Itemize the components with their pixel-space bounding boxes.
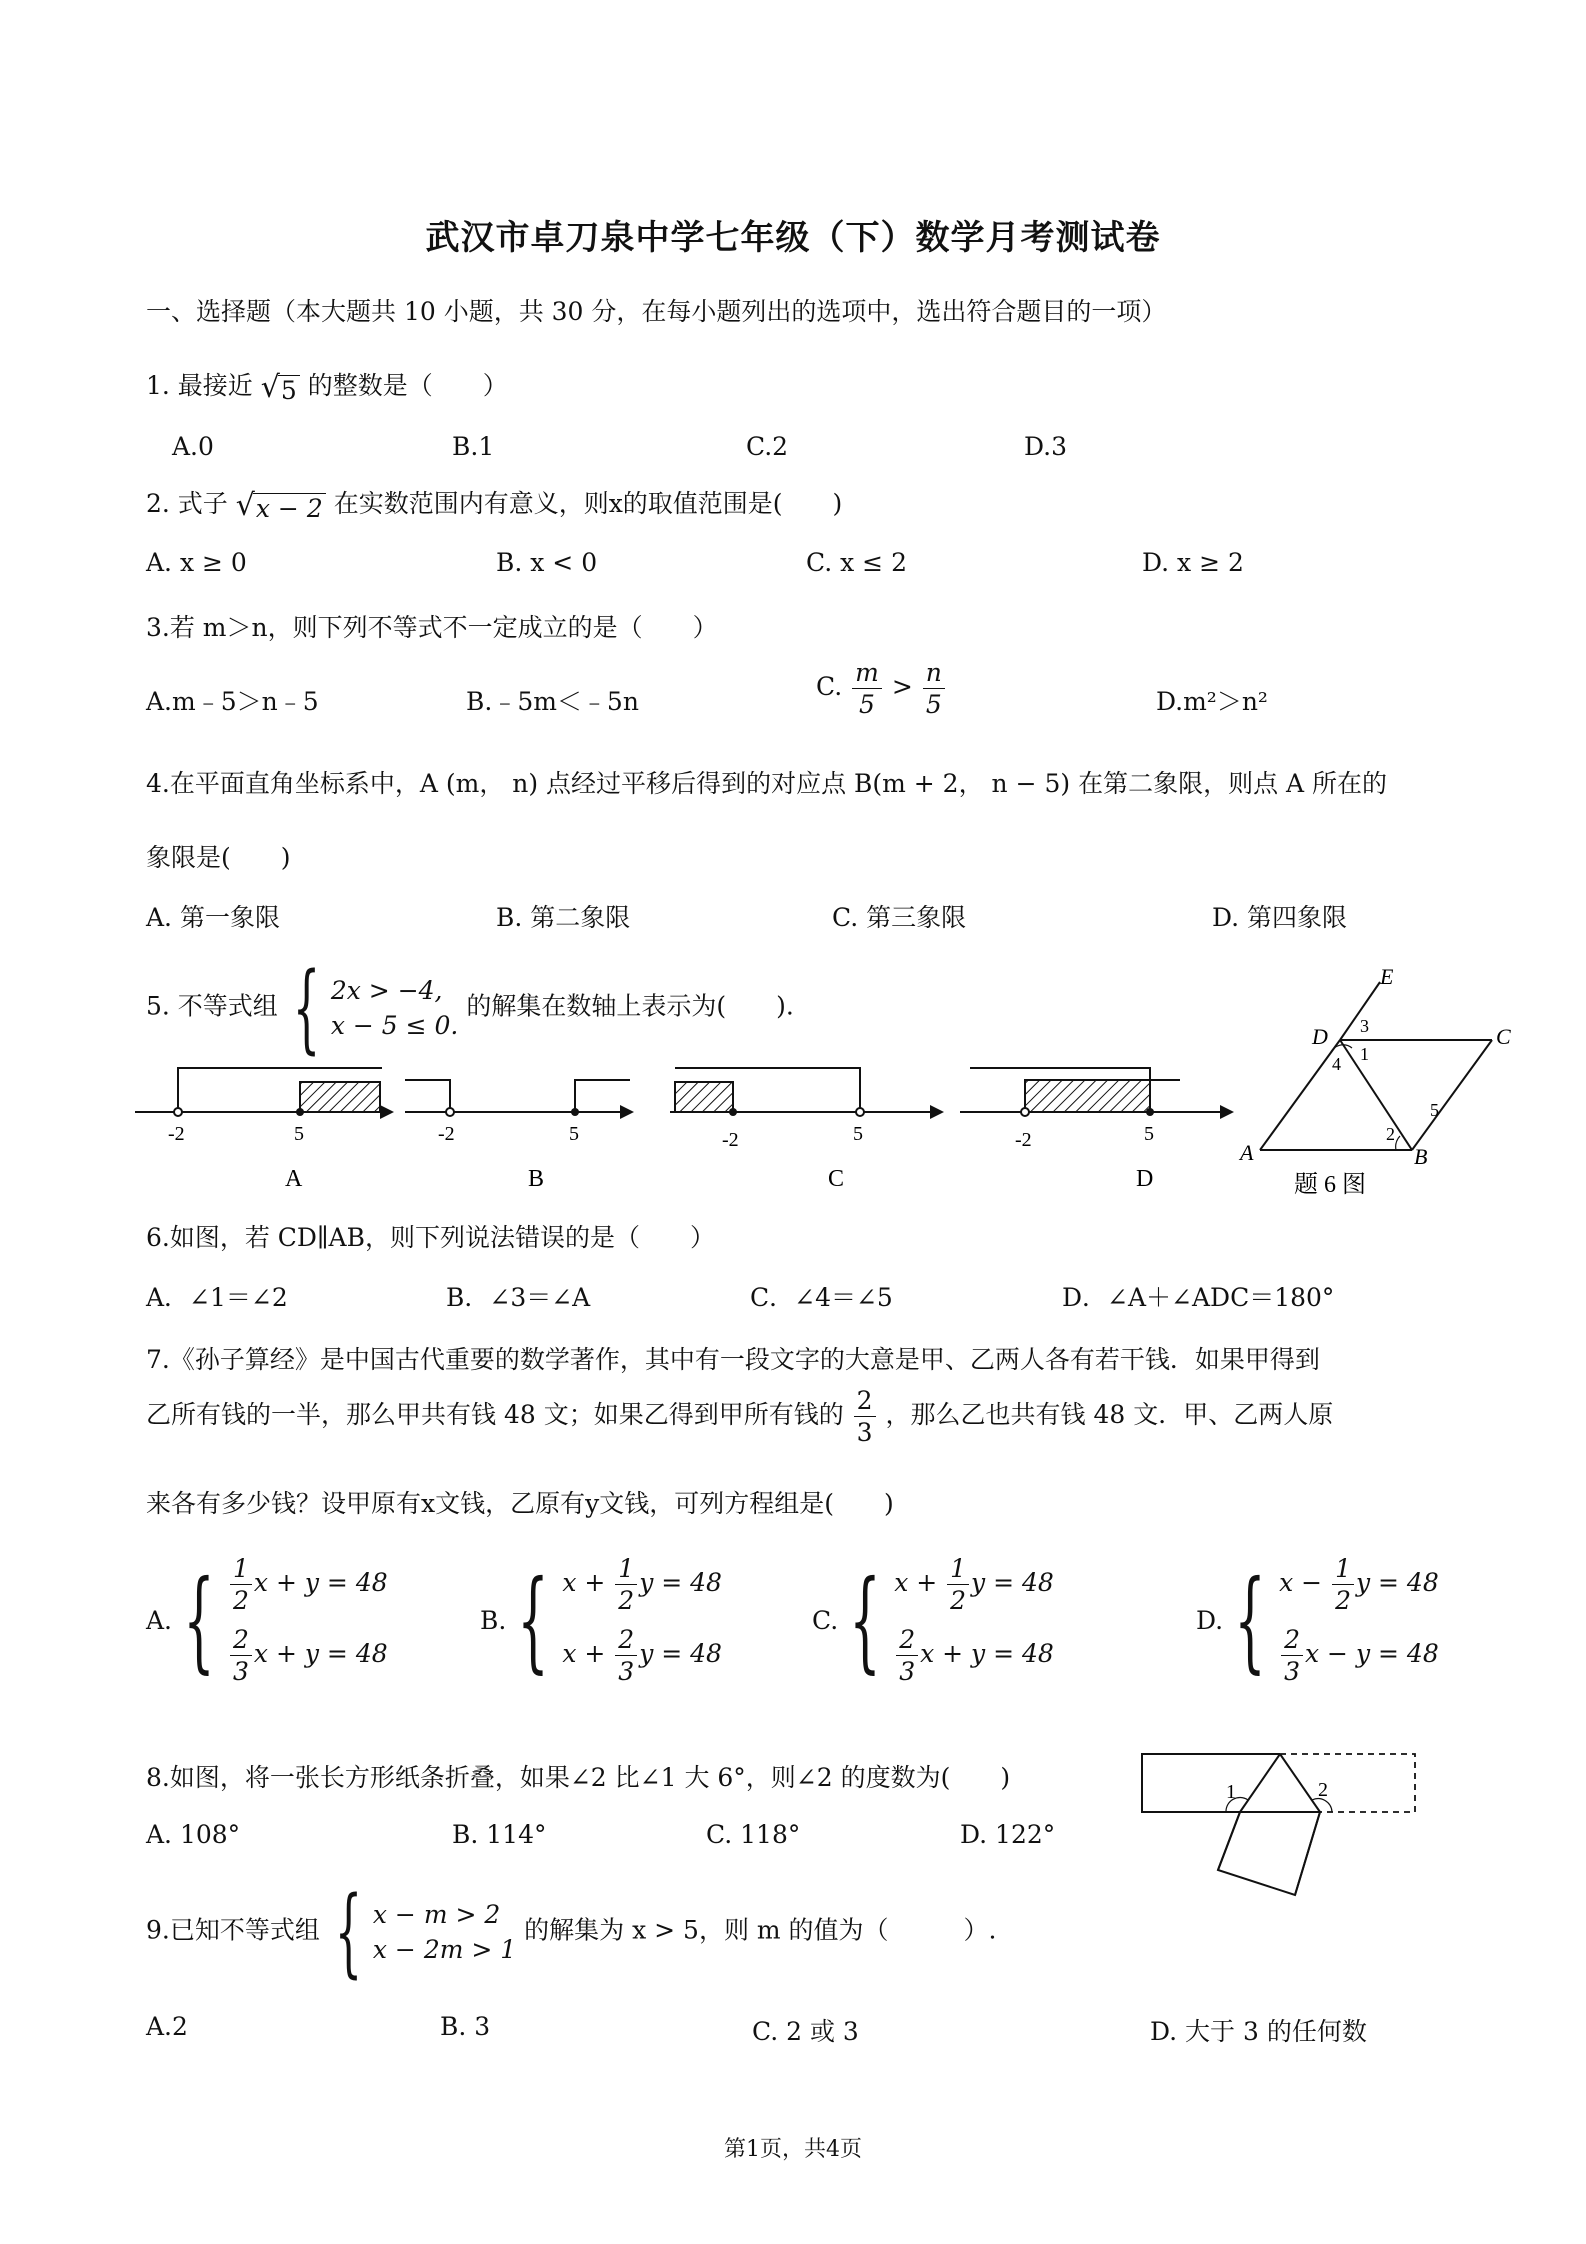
option-a: A. x ≥ 0 bbox=[146, 548, 247, 577]
option-c: C. 第三象限 bbox=[832, 903, 967, 932]
radicand: x − 2 bbox=[253, 493, 326, 523]
svg-text:5: 5 bbox=[1430, 1100, 1439, 1120]
inequality-system: { 2x > −4, x − 5 ≤ 0. bbox=[292, 952, 459, 1064]
option-d: D.3 bbox=[1024, 432, 1068, 461]
svg-text:1: 1 bbox=[1226, 1781, 1236, 1803]
option-c: C. 2 或 3 bbox=[752, 2017, 859, 2046]
option-a: A.2 bbox=[146, 2012, 188, 2041]
svg-text:5: 5 bbox=[294, 1123, 304, 1145]
option-b: B. x < 0 bbox=[496, 548, 598, 577]
question-7-line-3: 来各有多少钱？设甲原有x文钱，乙原有y文钱，可列方程组是( ) bbox=[146, 1489, 894, 1518]
option-d: D．∠A＋∠ADC＝180° bbox=[1062, 1283, 1335, 1312]
svg-text:-2: -2 bbox=[1015, 1129, 1032, 1151]
option-a: A．∠1＝∠2 bbox=[146, 1283, 288, 1312]
question-7-line-2: 乙所有钱的一半，那么甲共有钱 48 文；如果乙得到甲所有钱的 $\frac{2}{3}$ ，那么乙也共有钱 48 文．甲、乙两人原 bbox=[146, 1386, 1334, 1447]
svg-text:A: A bbox=[1240, 1140, 1254, 1165]
section-heading: 一、选择题（本大题共 10 小题，共 30 分，在每小题列出的选项中，选出符合题目的一项） bbox=[146, 297, 1167, 326]
page-title: 武汉市卓刀泉中学七年级（下）数学月考测试卷 bbox=[425, 218, 1161, 258]
radicand: 5 bbox=[278, 375, 300, 405]
number-line-options bbox=[130, 1050, 1240, 1200]
svg-text:D: D bbox=[1136, 1166, 1154, 1192]
fraction: $\frac{2}{3}$ bbox=[854, 1388, 876, 1445]
question-2-stem-post: 在实数范围内有意义，则x的取值范围是( ) bbox=[333, 489, 843, 518]
svg-text:5: 5 bbox=[853, 1123, 863, 1145]
svg-text:-2: -2 bbox=[438, 1123, 455, 1145]
option-d: D. 大于 3 的任何数 bbox=[1150, 2017, 1367, 2046]
svg-text:2: 2 bbox=[1386, 1124, 1395, 1144]
question-4-line-2: 象限是( ) bbox=[146, 843, 291, 872]
option-b: B. 3 bbox=[440, 2012, 491, 2041]
question-1 bbox=[146, 366, 508, 405]
figure-6-caption: 题 6 图 bbox=[1294, 1172, 1366, 1198]
question-1-stem-pre: 1. 最接近 bbox=[146, 371, 253, 400]
fraction: $\frac{n}{5}$ bbox=[923, 660, 945, 717]
question-4-line-1: 4.在平面直角坐标系中，A (m， n) 点经过平移后得到的对应点 B(m + 2， n − 5) 在第二象限，则点 A 所在的 bbox=[146, 769, 1388, 798]
svg-text:-2: -2 bbox=[168, 1123, 185, 1145]
option-a: A. { $\frac{1}{2}$ x + y = 48 $\frac{2}{3}$ x + y = 48 bbox=[146, 1554, 388, 1686]
question-9: 9.已知不等式组 { x − m > 2 x − 2m > 1 的解集为 x > 5，则 m 的值为（ ）. bbox=[146, 1876, 997, 1988]
page-footer: 第1页，共4页 bbox=[724, 2137, 862, 2162]
svg-text:B: B bbox=[1414, 1144, 1428, 1169]
option-a: A. 第一象限 bbox=[146, 903, 280, 932]
svg-text:E: E bbox=[1380, 964, 1394, 989]
svg-text:-2: -2 bbox=[722, 1129, 739, 1151]
question-1-stem-post: 的整数是（ ） bbox=[307, 371, 508, 400]
svg-text:5: 5 bbox=[569, 1123, 579, 1145]
svg-text:C: C bbox=[1496, 1024, 1511, 1049]
option-b: B.﹣5m＜﹣5n bbox=[466, 687, 639, 716]
option-b: B. 114° bbox=[452, 1820, 547, 1849]
option-d: D.m²＞n² bbox=[1156, 687, 1268, 716]
option-d: D. x ≥ 2 bbox=[1142, 548, 1244, 577]
sqrt-symbol: √ 5 bbox=[261, 370, 300, 405]
option-b: B. { x + $\frac{1}{2}$ y = 48 x + $\frac{2}{3}$ y = 48 bbox=[480, 1554, 722, 1686]
question-5: 5. 不等式组 { 2x > −4, x − 5 ≤ 0. 的解集在数轴上表示为( ). bbox=[146, 952, 794, 1064]
svg-text:C: C bbox=[828, 1166, 845, 1192]
svg-text:A: A bbox=[285, 1166, 303, 1192]
question-7-line-1: 7.《孙子算经》是中国古代重要的数学著作，其中有一段文字的大意是甲、乙两人各有若干钱．如果甲得到 bbox=[146, 1345, 1320, 1374]
figure-6-parallelogram bbox=[1230, 960, 1530, 1200]
number-line-b bbox=[405, 1080, 634, 1192]
svg-text:5: 5 bbox=[1144, 1123, 1154, 1145]
option-c: C. { x + $\frac{1}{2}$ y = 48 $\frac{2}{3}$ x + y = 48 bbox=[812, 1554, 1054, 1686]
svg-text:3: 3 bbox=[1360, 1016, 1369, 1036]
fraction: $\frac{m}{5}$ bbox=[852, 660, 882, 717]
svg-text:2: 2 bbox=[1318, 1779, 1328, 1801]
option-a: A.m﹣5＞n﹣5 bbox=[146, 687, 319, 716]
option-a: A.0 bbox=[172, 432, 214, 461]
option-b: B. 第二象限 bbox=[496, 903, 631, 932]
question-8: 8.如图，将一张长方形纸条折叠，如果∠2 比∠1 大 6°，则∠2 的度数为( ) bbox=[146, 1763, 1011, 1792]
option-c: C. 118° bbox=[706, 1820, 801, 1849]
svg-text:B: B bbox=[528, 1166, 545, 1192]
option-c: C．∠4＝∠5 bbox=[750, 1283, 893, 1312]
option-c: C. $\frac{m}{5}$ > $\frac{n}{5}$ bbox=[816, 660, 947, 717]
figure-8-folded-strip bbox=[1140, 1740, 1420, 1930]
option-d: D. 122° bbox=[960, 1820, 1056, 1849]
option-b: B.1 bbox=[452, 432, 495, 461]
question-6: 6.如图，若 CD∥AB，则下列说法错误的是（ ） bbox=[146, 1223, 715, 1252]
option-d: D. 第四象限 bbox=[1212, 903, 1348, 932]
svg-text:D: D bbox=[1312, 1024, 1328, 1049]
number-line-a bbox=[135, 1068, 394, 1192]
option-c: C.2 bbox=[746, 432, 789, 461]
number-line-c bbox=[670, 1068, 944, 1192]
number-line-d bbox=[960, 1068, 1234, 1192]
svg-text:1: 1 bbox=[1360, 1044, 1369, 1064]
svg-text:4: 4 bbox=[1332, 1054, 1341, 1074]
question-3: 3.若 m＞n，则下列不等式不一定成立的是（ ） bbox=[146, 613, 718, 642]
option-c: C. x ≤ 2 bbox=[806, 548, 907, 577]
option-d: D. { x − $\frac{1}{2}$ y = 48 $\frac{2}{3}$ x − y = 48 bbox=[1196, 1554, 1439, 1686]
question-2-stem-pre: 2. 式子 bbox=[146, 489, 228, 518]
option-a: A. 108° bbox=[146, 1820, 241, 1849]
option-b: B．∠3＝∠A bbox=[446, 1283, 591, 1312]
question-2 bbox=[146, 484, 842, 523]
sqrt-symbol: √ x − 2 bbox=[236, 488, 326, 523]
inequality-system: { x − m > 2 x − 2m > 1 bbox=[334, 1876, 517, 1988]
